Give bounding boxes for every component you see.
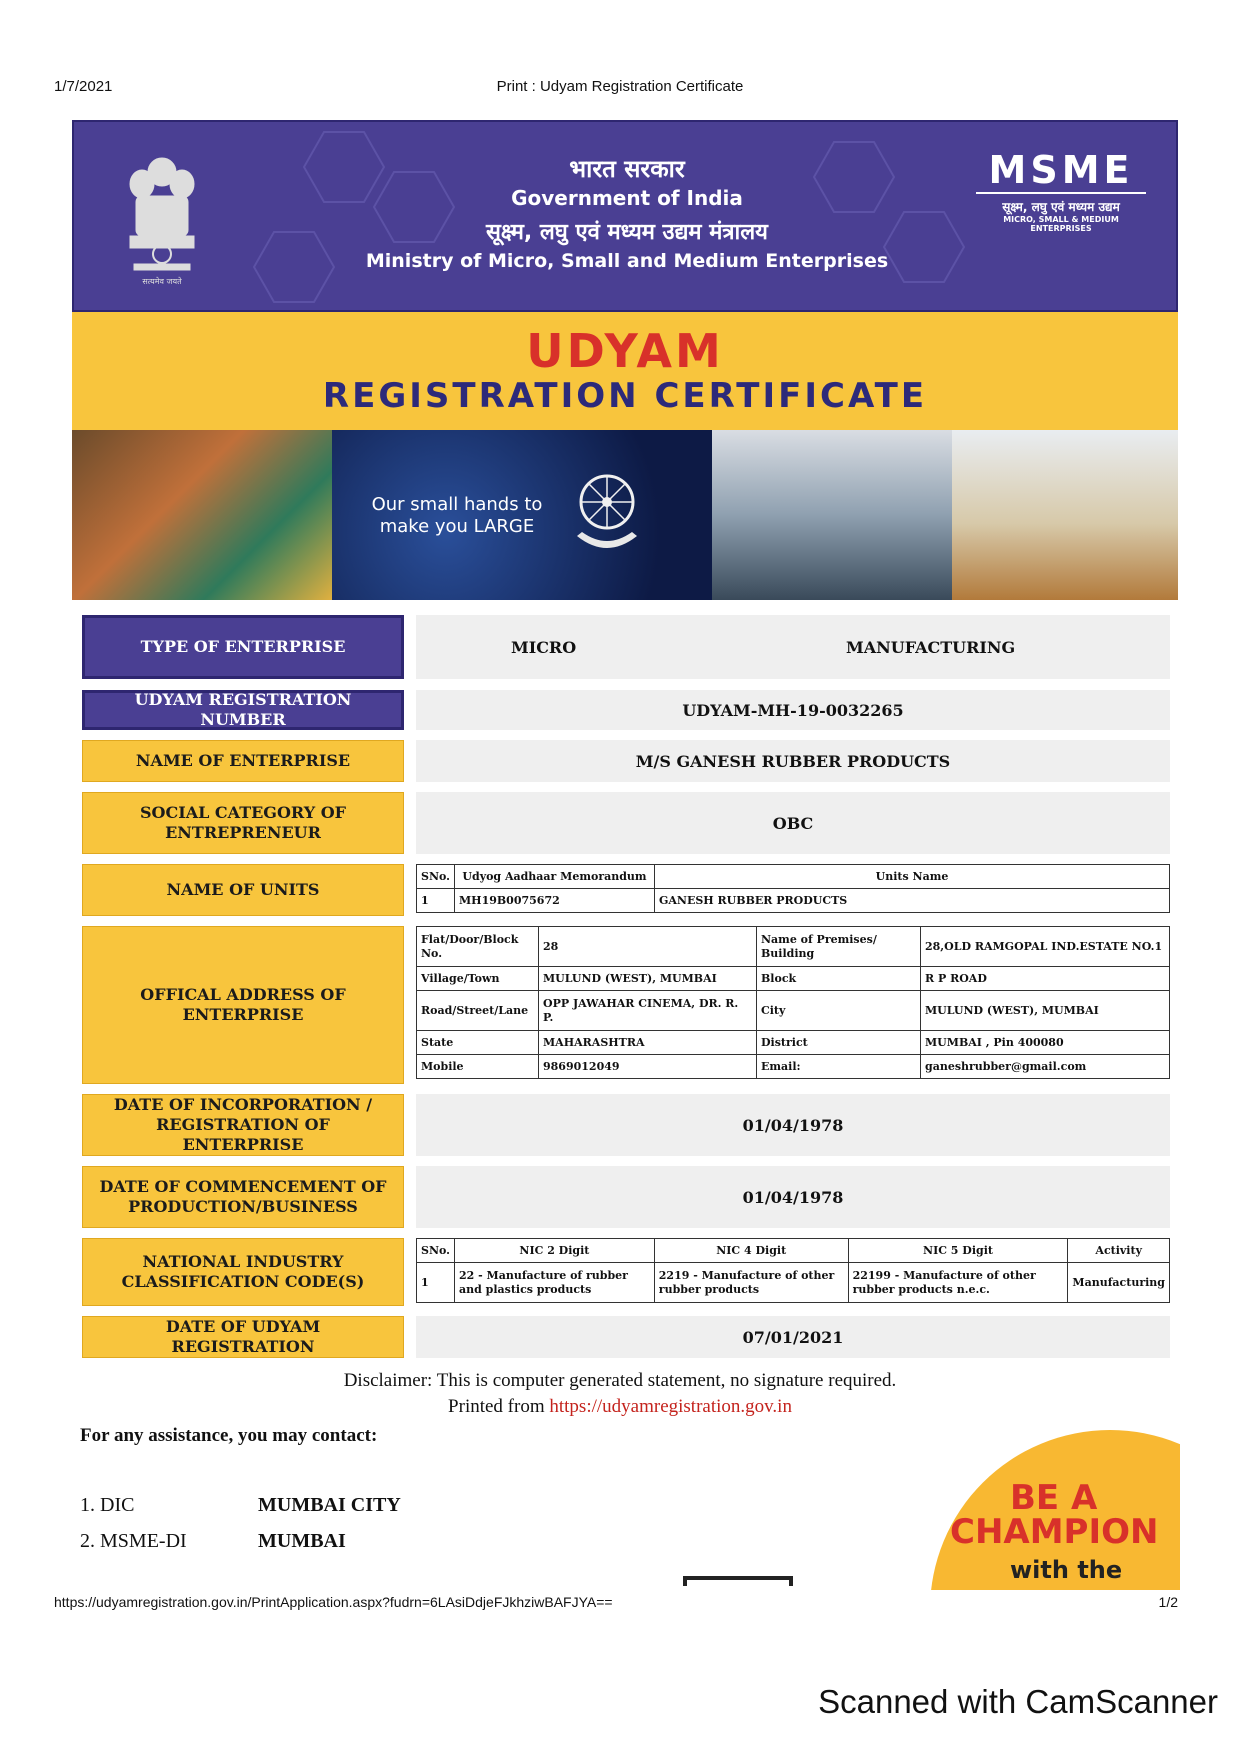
footer-url: https://udyamregistration.gov.in/PrintApplication.aspx?fudrn=6LAsiDdjeFJkhziwBAFJYA== [54,1594,613,1610]
commencement-label: DATE OF COMMENCEMENT OF PRODUCTION/BUSINESS [82,1166,404,1228]
road-value: OPP JAWAHAR CINEMA, DR. R. P. [539,991,757,1031]
camscanner-watermark: Scanned with CamScanner [818,1683,1218,1720]
email-label: Email: [757,1055,921,1079]
nic-header-row [417,1239,1170,1263]
mobile-value: 9869012049 [539,1055,757,1079]
contact-value: MUMBAI CITY [258,1494,401,1516]
nic-table [416,1238,1170,1303]
units-header-uam: Udyog Aadhaar Memorandum [455,865,655,889]
nic-header-5digit: NIC 5 Digit [848,1239,1068,1263]
social-category-value: OBC [416,792,1170,854]
page-number: 1/2 [1158,1594,1178,1610]
title-banner [72,312,1178,430]
msme-logo-sub: MICRO, SMALL & MEDIUM ENTERPRISES [1003,215,1119,233]
social-category-label: SOCIAL CATEGORY OF ENTREPRENEUR [82,792,404,854]
flat-label: Flat/Door/Block No. [417,927,539,967]
district-value: MUMBAI , Pin 400080 [921,1031,1170,1055]
units-cell-name: GANESH RUBBER PRODUCTS [655,889,1170,913]
row-incorporation-date [82,1094,1170,1156]
farming-photo [952,430,1178,600]
udyam-date-label: DATE OF UDYAM REGISTRATION [82,1316,404,1358]
enterprise-activity: MANUFACTURING [846,637,1016,657]
incorporation-value: 01/04/1978 [416,1094,1170,1156]
ministry-hindi-title: सूक्ष्म, लघु एवं मध्यम उद्यम मंत्रालय [486,220,768,245]
type-value-box [416,615,1170,679]
table-row [417,1031,1170,1055]
certificate-title: UDYAM [526,324,724,378]
contact-item [80,1530,346,1553]
gov-title: Government of India [511,186,743,210]
table-row [417,927,1170,967]
enterprise-name-label: NAME OF ENTERPRISE [82,740,404,782]
enterprise-size: MICRO [511,637,577,657]
premises-label: Name of Premises/ Building [757,927,921,967]
row-enterprise-name [82,740,1170,782]
units-label: NAME OF UNITS [82,864,404,916]
print-header [0,78,1240,100]
units-header-name: Units Name [655,865,1170,889]
units-cell-uam: MH19B0075672 [455,889,655,913]
champion-line3: with the [1010,1556,1123,1584]
table-row [417,1263,1170,1303]
svg-text:सत्यमेव जयते: सत्यमेव जयते [142,277,182,286]
msme-logo-hindi: सूक्ष्म, लघु एवं मध्यम उद्यम [976,192,1146,215]
nic-header-4digit: NIC 4 Digit [654,1239,848,1263]
row-registration-number [82,690,1170,730]
state-label: State [417,1031,539,1055]
nic-header-2digit: NIC 2 Digit [454,1239,654,1263]
row-nic-codes [82,1238,1170,1306]
units-table [416,864,1170,913]
photo-banner [72,430,1178,600]
type-label: TYPE OF ENTERPRISE [82,615,404,679]
champion-graphic [890,1420,1180,1590]
state-value: MAHARASHTRA [539,1031,757,1055]
row-type-of-enterprise [82,615,1170,679]
champion-line1: BE A [1010,1478,1098,1518]
address-table [416,926,1170,1079]
champion-line2: CHAMPION [950,1512,1159,1552]
email-value: ganeshrubber@gmail.com [921,1055,1170,1079]
udyam-date-value: 07/01/2021 [416,1316,1170,1358]
incorporation-label: DATE OF INCORPORATION / REGISTRATION OF ENTERPRISE [82,1094,404,1156]
units-header-sno: SNo. [417,865,455,889]
page-mark [683,1576,793,1586]
nic-header-activity: Activity [1068,1239,1170,1263]
government-banner [72,120,1178,312]
contact-value: MUMBAI [258,1530,346,1552]
printed-from-line [0,1396,1240,1418]
units-cell-sno: 1 [417,889,455,913]
units-header-row [417,865,1170,889]
premises-value: 28,OLD RAMGOPAL IND.ESTATE NO.1 [921,927,1170,967]
table-row [417,889,1170,913]
print-title: Print : Udyam Registration Certificate [496,78,744,95]
block-value: R P ROAD [921,967,1170,991]
nic-cell-5digit: 22199 - Manufacture of other rubber products n.e.c. [848,1263,1068,1303]
chakra-icon [572,470,642,560]
block-label: Block [757,967,921,991]
city-value: MULUND (WEST), MUMBAI [921,991,1170,1031]
row-commencement-date [82,1166,1170,1228]
nic-cell-4digit: 2219 - Manufacture of other rubber products [654,1263,848,1303]
ministry-title: Ministry of Micro, Small and Medium Enterprises [365,250,889,272]
contact-key: 2. MSME-DI [80,1530,187,1552]
table-row [417,1055,1170,1079]
office-photo [712,430,952,600]
commencement-value: 01/04/1978 [416,1166,1170,1228]
tagline: Our small hands to make you LARGE [371,494,543,537]
flat-value: 28 [539,927,757,967]
certificate-subtitle: REGISTRATION CERTIFICATE [322,376,928,416]
gov-hindi-title: भारत सरकार [569,155,685,183]
enterprise-name-value: M/S GANESH RUBBER PRODUCTS [416,740,1170,782]
nic-label: NATIONAL INDUSTRY CLASSIFICATION CODE(S) [82,1238,404,1306]
village-label: Village/Town [417,967,539,991]
nic-cell-sno: 1 [417,1263,455,1303]
table-row [417,967,1170,991]
reg-number-value: UDYAM-MH-19-0032265 [416,690,1170,730]
row-udyam-date [82,1316,1170,1358]
row-units [82,864,1170,916]
district-label: District [757,1031,921,1055]
artisan-photo [72,430,332,600]
contact-key: 1. DIC [80,1494,135,1516]
table-row [417,991,1170,1031]
mobile-label: Mobile [417,1055,539,1079]
nic-cell-2digit: 22 - Manufacture of rubber and plastics products [454,1263,654,1303]
print-date: 1/7/2021 [54,78,113,95]
nic-cell-activity: Manufacturing [1068,1263,1170,1303]
village-value: MULUND (WEST), MUMBAI [539,967,757,991]
row-social-category [82,792,1170,854]
reg-number-label: UDYAM REGISTRATION NUMBER [82,690,404,730]
msme-logo [976,148,1146,233]
city-label: City [757,991,921,1031]
address-label: OFFICAL ADDRESS OF ENTERPRISE [82,926,404,1084]
row-address [82,926,1170,1084]
road-label: Road/Street/Lane [417,991,539,1031]
disclaimer-line: Disclaimer: This is computer generated statement, no signature required. [343,1370,897,1391]
contact-item [80,1494,401,1517]
assistance-heading: For any assistance, you may contact: [80,1425,378,1446]
printed-from-prefix: Printed from [448,1396,550,1417]
udyam-website-link[interactable]: https://udyamregistration.gov.in [549,1396,792,1417]
nic-header-sno: SNo. [417,1239,455,1263]
msme-logo-text: MSME [988,148,1134,192]
